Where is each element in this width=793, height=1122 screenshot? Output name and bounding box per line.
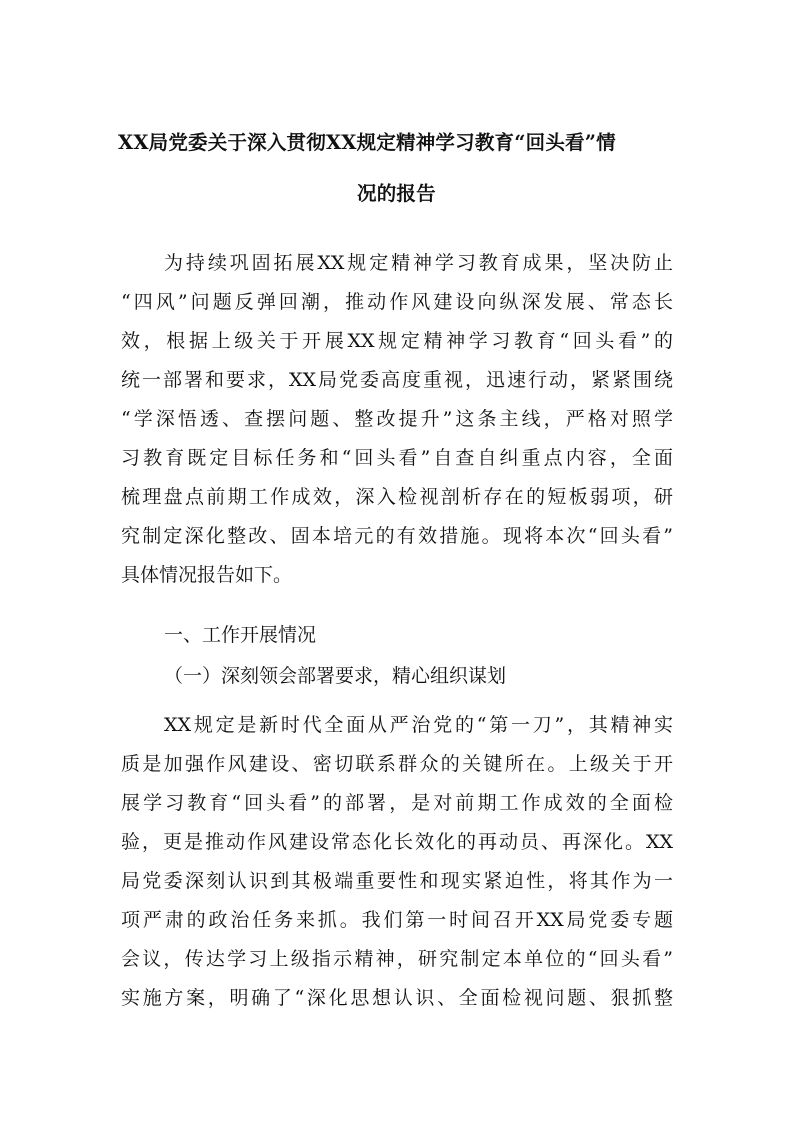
paragraph-1-line: 效，根据上级关于开展XX规定精神学习教育“回头看”的 [121,330,673,352]
paragraph-1-line: “四风”问题反弹回潮，推动作风建设向纵深发展、常态长 [121,291,673,313]
document-title-line-2: 况的报告 [357,182,436,205]
paragraph-1-line: 习教育既定目标任务和“回头看”自查自纠重点内容，全面 [121,447,673,469]
paragraph-2-line: 项严肃的政治任务来抓。我们第一时间召开XX局党委专题 [121,909,673,931]
paragraph-2-line: 局党委深刻认识到其极端重要性和现实紧迫性，将其作为一 [121,870,673,892]
paragraph-1-line: 梳理盘点前期工作成效，深入检视剖析存在的短板弱项，研 [121,486,673,508]
paragraph-2-line: 质是加强作风建设、密切联系群众的关键所在。上级关于开 [121,753,673,775]
paragraph-1-line: 究制定深化整改、固本培元的有效措施。现将本次“回头看” [121,525,673,547]
paragraph-2-line: 展学习教育“回头看”的部署，是对前期工作成效的全面检 [121,792,673,814]
paragraph-1-line: 具体情况报告如下。 [121,564,293,586]
document-title-line-1: XX局党委关于深入贯彻XX规定精神学习教育“回头看”情 [118,131,616,154]
paragraph-2-line: 会议，传达学习上级指示精神，研究制定本单位的“回头看” [121,948,673,970]
paragraph-2-line: XX规定是新时代全面从严治党的“第一刀”，其精神实 [164,714,673,736]
paragraph-1-line: “学深悟透、查摆问题、整改提升”这条主线，严格对照学 [121,408,673,430]
paragraph-2-line: 实施方案，明确了“深化思想认识、全面检视问题、狠抓整 [121,987,673,1009]
paragraph-1-line: 为持续巩固拓展XX规定精神学习教育成果，坚决防止 [164,252,673,274]
subsection-heading: （一）深刻领会部署要求，精心组织谋划 [164,665,507,687]
paragraph-1-line: 统一部署和要求，XX局党委高度重视，迅速行动，紧紧围绕 [121,369,673,391]
paragraph-2-line: 验，更是推动作风建设常态化长效化的再动员、再深化。XX [121,831,673,853]
section-heading: 一、工作开展情况 [164,624,317,646]
